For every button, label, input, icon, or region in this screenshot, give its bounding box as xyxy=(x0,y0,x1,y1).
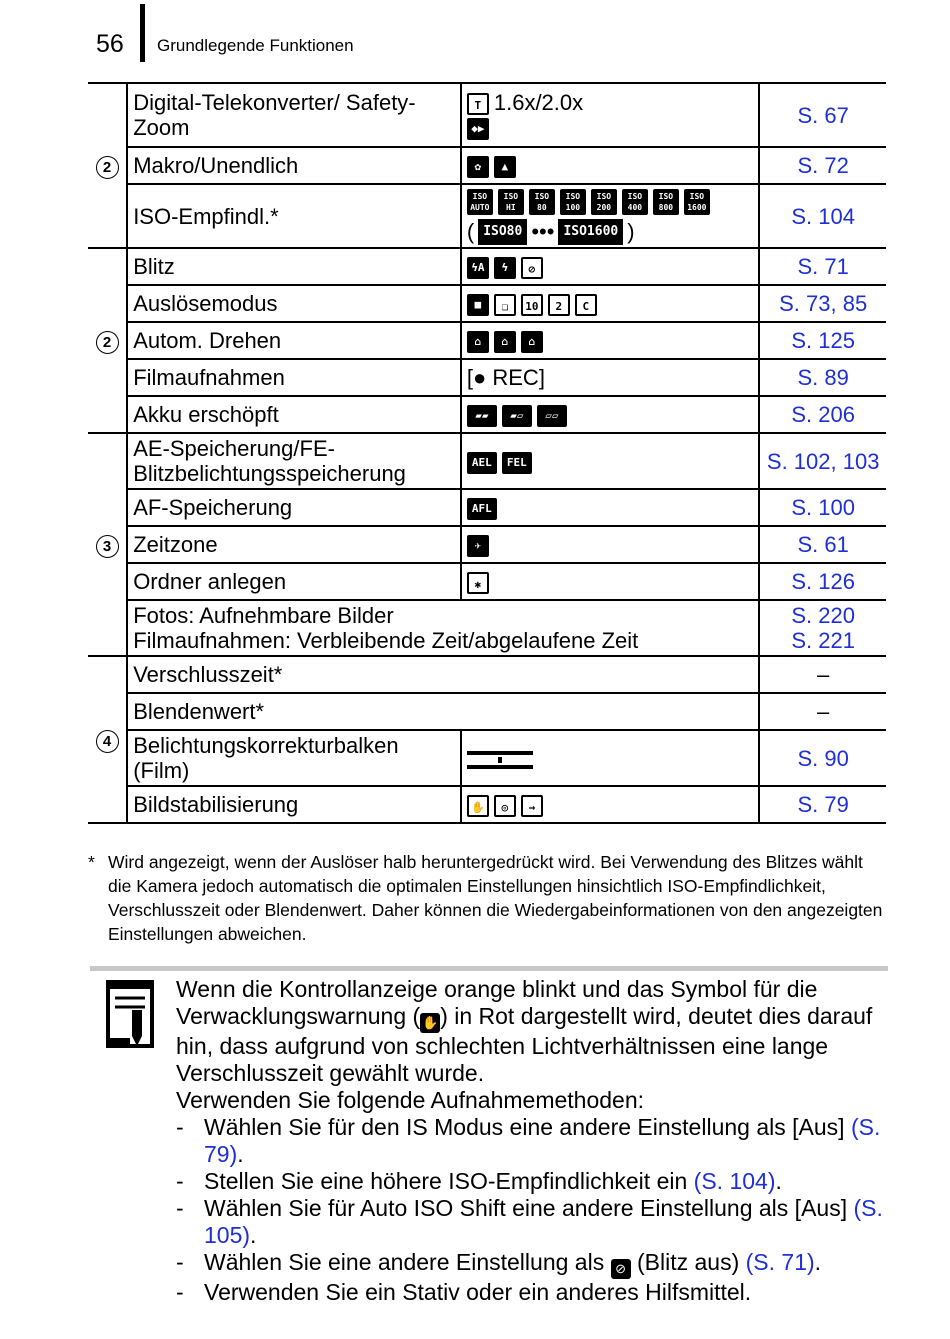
safety-zoom-icon: ◆▶ xyxy=(467,118,489,140)
item-end: . xyxy=(250,1222,257,1248)
note-block xyxy=(176,976,886,1306)
bullet-dash: - xyxy=(176,1249,184,1275)
custom-timer-icon: C xyxy=(575,294,597,316)
row-icons xyxy=(461,786,759,823)
iso-range xyxy=(467,219,635,245)
row-name: Autom. Drehen xyxy=(127,322,461,359)
row-icons xyxy=(461,563,759,600)
row-name: Belichtungskorrekturbalken (Film) xyxy=(127,730,461,786)
row-icons xyxy=(461,184,759,248)
row-icons xyxy=(461,730,759,786)
page-ref: – xyxy=(759,693,886,730)
table-row xyxy=(88,730,886,786)
camera-shake-icon: ✋ xyxy=(420,1013,440,1033)
note-paragraph: Verwenden Sie folgende Aufnahmemethoden: xyxy=(176,1087,645,1113)
row-name-line: Fotos: Aufnehmbare Bilder xyxy=(133,603,394,628)
page-ref-link[interactable]: S. 79 xyxy=(759,786,886,823)
group-number: 2 xyxy=(96,331,119,354)
page-ref-line[interactable]: S. 221 xyxy=(791,628,855,653)
self-timer-2s-icon: 2 xyxy=(548,294,570,316)
item-end: . xyxy=(237,1141,244,1167)
memo-icon xyxy=(106,980,156,1050)
page-ref-link[interactable]: S. 206 xyxy=(759,396,886,433)
table-row xyxy=(88,248,886,285)
item-text: (Blitz aus) xyxy=(636,1249,740,1275)
afl-icon: AFL xyxy=(467,498,497,520)
page-ref-link[interactable]: S. 71 xyxy=(759,248,886,285)
table-row xyxy=(88,526,886,563)
table-row xyxy=(88,83,886,147)
single-shot-icon: ■ xyxy=(467,294,489,316)
row-name: Verschlusszeit* xyxy=(127,656,759,693)
row-name xyxy=(127,600,759,656)
iso-80-icon: ISO 80 xyxy=(529,189,555,215)
page-ref-link[interactable]: (S. 71) xyxy=(745,1249,815,1275)
row-name: ISO-Empfindl.* xyxy=(127,184,461,248)
row-icons xyxy=(461,526,759,563)
table-row xyxy=(88,693,886,730)
group-marker xyxy=(88,83,127,248)
flash-off-icon: ⊘ xyxy=(521,257,543,279)
list-item xyxy=(176,1195,886,1249)
battery-empty-icon: ▱▱ xyxy=(537,405,567,427)
table-row xyxy=(88,489,886,526)
footnote-text: Wird angezeigt, wenn der Auslöser halb heruntergedrückt wird. Bei Verwendung des Blitzes wählt die Kamera jedoch automatisch die optimalen Einstellungen hinsichtlich ISO-Empfindlichkeit, Verschlusszeit oder Blendenwert. Daher können die Wiedergabeinformationen von den angezeigten Einstellungen abweichen. xyxy=(108,852,883,944)
row-name: AE-Speicherung/FE- Blitzbelichtungsspeicherung xyxy=(127,433,461,489)
table-row xyxy=(88,656,886,693)
page-ref-link[interactable]: (S. 79) xyxy=(204,1114,881,1167)
item-end: . xyxy=(775,1168,782,1194)
page-ref-link[interactable]: S. 90 xyxy=(759,730,886,786)
item-text: Wählen Sie für den IS Modus eine andere Einstellung als [Aus] xyxy=(204,1114,845,1140)
page-ref-link[interactable]: S. 72 xyxy=(759,147,886,184)
bullet-dash: - xyxy=(176,1279,184,1305)
row-name: Filmaufnahmen xyxy=(127,359,461,396)
page-number: 56 xyxy=(96,30,124,58)
row-name: Blitz xyxy=(127,248,461,285)
battery-full-icon: ▰▰ xyxy=(467,405,497,427)
table-row xyxy=(88,396,886,433)
bullet-dash: - xyxy=(176,1114,184,1140)
self-timer-10s-icon: 10 xyxy=(521,294,543,316)
group-marker xyxy=(88,248,127,433)
list-item xyxy=(176,1249,886,1279)
iso-auto-icon: ISO AUTO xyxy=(467,189,493,215)
page-ref-link[interactable]: S. 100 xyxy=(759,489,886,526)
row-icons xyxy=(461,83,759,147)
page-ref-link[interactable]: (S. 104) xyxy=(693,1168,776,1194)
fel-icon: FEL xyxy=(502,452,532,474)
infinity-icon: ▲ xyxy=(494,156,516,178)
page-ref-link[interactable]: S. 89 xyxy=(759,359,886,396)
iso-200-icon: ISO 200 xyxy=(591,189,617,215)
ael-icon: AEL xyxy=(467,452,497,474)
rec-indicator: [● REC] xyxy=(461,359,759,396)
row-name: Digital-Telekonverter/ Safety-Zoom xyxy=(127,83,461,147)
note-text: Wenn die Kontrollanzeige orange blinkt und das Symbol für die Verwacklungswarnung ( xyxy=(176,976,818,1029)
row-icons xyxy=(461,248,759,285)
page-ref-link[interactable]: (S. 105) xyxy=(204,1195,883,1248)
note-text: ) in Rot dargestellt wird, deutet dies darauf hin, dass aufgrund von schlechten Lichtverhältnissen eine lange Verschlusszeit gewählt wurde. xyxy=(176,1003,873,1086)
section-title: Grundlegende Funktionen xyxy=(157,36,354,55)
iso-400-icon: ISO 400 xyxy=(622,189,648,215)
table-row xyxy=(88,285,886,322)
flash-auto-icon: ϟA xyxy=(467,257,489,279)
flash-on-icon: ϟ xyxy=(494,257,516,279)
continuous-icon: ❏ xyxy=(494,294,516,316)
group-marker xyxy=(88,656,127,823)
row-name: Makro/Unendlich xyxy=(127,147,461,184)
table-row xyxy=(88,359,886,396)
page-ref-line[interactable]: S. 220 xyxy=(791,603,855,628)
range-dots: ••• xyxy=(531,219,555,245)
row-icons xyxy=(461,489,759,526)
rotate-normal-icon: ⌂ xyxy=(467,331,489,353)
row-name: AF-Speicherung xyxy=(127,489,461,526)
row-icons xyxy=(461,396,759,433)
item-text: Verwenden Sie ein Stativ oder ein anderes Hilfsmittel. xyxy=(204,1279,752,1305)
list-item xyxy=(176,1279,886,1306)
row-icons xyxy=(461,322,759,359)
iso-1600-icon: ISO 1600 xyxy=(684,189,710,215)
note-paragraph xyxy=(176,976,886,1087)
is-shoot-only-icon: ◎ xyxy=(494,795,516,817)
rotate-right-icon: ⌂ xyxy=(494,331,516,353)
divider xyxy=(90,966,888,971)
rotate-left-icon: ⌂ xyxy=(521,331,543,353)
info-table xyxy=(88,82,886,824)
iso-hi-icon: ISO HI xyxy=(498,189,524,215)
exposure-bar-icon xyxy=(467,751,533,769)
row-icons xyxy=(461,285,759,322)
iso-800-icon: ISO 800 xyxy=(653,189,679,215)
page-ref-link[interactable]: S. 102, 103 xyxy=(759,433,886,489)
airplane-icon: ✈ xyxy=(467,535,489,557)
row-name: Ordner anlegen xyxy=(127,563,461,600)
flash-off-icon: ⊘ xyxy=(611,1259,631,1279)
page-ref: – xyxy=(759,656,886,693)
row-name: Zeitzone xyxy=(127,526,461,563)
group-number: 4 xyxy=(96,730,119,753)
row-name: Bildstabilisierung xyxy=(127,786,461,823)
page-ref-link[interactable]: S. 125 xyxy=(759,322,886,359)
paren-open: ( xyxy=(466,219,475,245)
table-row xyxy=(88,184,886,248)
table-row xyxy=(88,322,886,359)
page-ref-link[interactable]: S. 67 xyxy=(759,83,886,147)
group-number: 3 xyxy=(96,535,119,558)
row-name: Akku erschöpft xyxy=(127,396,461,433)
paren-close: ) xyxy=(627,219,635,245)
footnote-marker: * xyxy=(88,852,95,872)
iso-1600-wide-icon: ISO1600 xyxy=(558,219,623,245)
iso-100-icon: ISO 100 xyxy=(560,189,586,215)
tele-icon: T xyxy=(467,93,489,115)
row-name: Auslösemodus xyxy=(127,285,461,322)
page-ref-link[interactable]: S. 73, 85 xyxy=(759,285,886,322)
page-ref-link[interactable]: S. 61 xyxy=(759,526,886,563)
page-ref-link[interactable] xyxy=(759,600,886,656)
item-text: Wählen Sie eine andere Einstellung als xyxy=(204,1249,605,1275)
row-name-line: Filmaufnahmen: Verbleibende Zeit/abgelaufene Zeit xyxy=(133,628,639,653)
is-panning-icon: → xyxy=(521,795,543,817)
iso-80-wide-icon: ISO80 xyxy=(478,219,527,245)
item-end: . xyxy=(814,1249,822,1275)
table-row xyxy=(88,433,886,489)
row-name: Blendenwert* xyxy=(127,693,759,730)
group-number: 2 xyxy=(96,156,119,179)
group-marker xyxy=(88,433,127,656)
list-item xyxy=(176,1168,886,1195)
table-row xyxy=(88,563,886,600)
page-ref-link[interactable]: S. 126 xyxy=(759,563,886,600)
item-text: Wählen Sie für Auto ISO Shift eine andere Einstellung als [Aus] xyxy=(204,1195,848,1221)
new-folder-icon: ✱ xyxy=(467,572,489,594)
note-list xyxy=(176,1114,886,1306)
bullet-dash: - xyxy=(176,1168,184,1194)
row-icons xyxy=(461,147,759,184)
page-ref-link[interactable]: S. 104 xyxy=(759,184,886,248)
macro-icon: ✿ xyxy=(467,156,489,178)
bullet-dash: - xyxy=(176,1195,184,1221)
footnote xyxy=(88,850,888,946)
row-icons xyxy=(461,433,759,489)
table-row xyxy=(88,786,886,823)
is-continuous-icon: ✋ xyxy=(467,795,489,817)
header-bar xyxy=(140,4,145,62)
item-text: Stellen Sie eine höhere ISO-Empfindlichkeit ein xyxy=(204,1168,688,1194)
list-item xyxy=(176,1114,886,1168)
battery-half-icon: ▰▱ xyxy=(502,405,532,427)
table-row xyxy=(88,600,886,656)
zoom-factor: 1.6x/2.0x xyxy=(493,89,584,115)
table-row xyxy=(88,147,886,184)
